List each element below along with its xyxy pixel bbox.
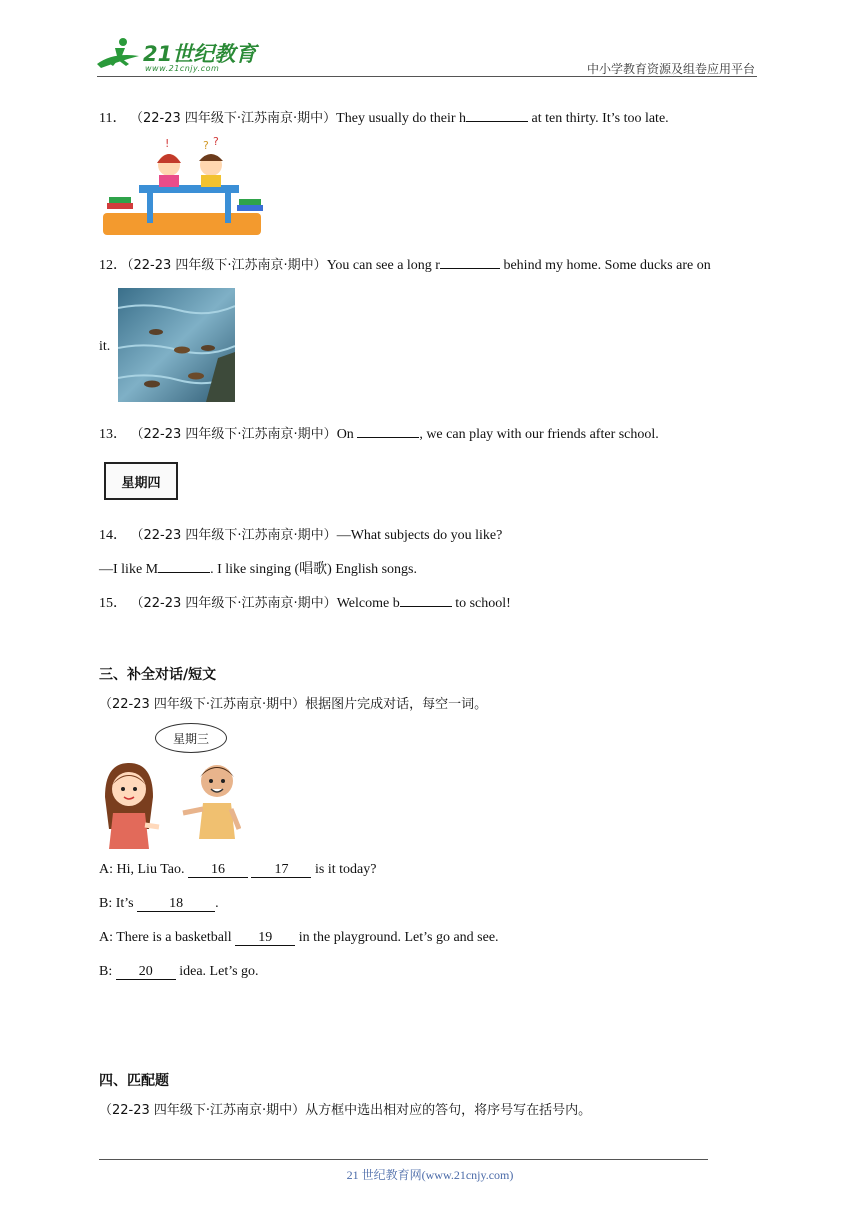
- section-4-instruction: （22-23 四年级下·江苏南京·期中）从方框中选出相对应的答句，将序号写在括号内。: [99, 1103, 592, 1118]
- logo-url: www.21cnjy.com: [145, 64, 220, 73]
- dialogue-line-4: B: 20 idea. Let’s go.: [99, 964, 259, 979]
- blank-19[interactable]: 19: [235, 930, 295, 946]
- section-3-title: 三、补全对话/短文: [99, 667, 217, 683]
- thursday-box: 星期四: [104, 462, 178, 500]
- question-source: （22-23 四年级下·江苏南京·期中）: [130, 528, 337, 543]
- svg-text:!: !: [165, 137, 170, 150]
- answer-blank[interactable]: [440, 268, 500, 269]
- section-3-instruction: （22-23 四年级下·江苏南京·期中）根据图片完成对话，每空一词。: [99, 697, 488, 712]
- answer-blank[interactable]: [400, 606, 452, 607]
- question-11: 11． （22-23 四年级下·江苏南京·期中）They usually do their h at ten thirty. It’s too late.: [99, 111, 669, 126]
- dialogue-kids-image: [99, 757, 241, 849]
- dialogue-line-1: A: Hi, Liu Tao. 16 17 is it today?: [99, 862, 377, 877]
- question-source: （22-23 四年级下·江苏南京·期中）: [130, 427, 337, 442]
- answer-blank[interactable]: [158, 572, 210, 573]
- wednesday-bubble: 星期三: [155, 723, 227, 753]
- svg-text:?: ?: [213, 135, 219, 148]
- blank-17[interactable]: 17: [251, 862, 311, 878]
- dialogue-line-2: B: It’s 18 .: [99, 896, 219, 911]
- question-14: 14． （22-23 四年级下·江苏南京·期中）—What subjects do you like?: [99, 528, 503, 543]
- blank-20[interactable]: 20: [116, 964, 176, 980]
- logo: [93, 34, 263, 76]
- question-source: （22-23 四年级下·江苏南京·期中）: [130, 596, 337, 611]
- question-15: 15． （22-23 四年级下·江苏南京·期中）Welcome b to school!: [99, 596, 511, 611]
- question-12-tail: it.: [99, 339, 111, 354]
- blank-16[interactable]: 16: [188, 862, 248, 878]
- footer-text: 21 世纪教育网(www.21cnjy.com): [346, 1168, 514, 1182]
- runner-logo-icon: [93, 34, 145, 76]
- answer-blank[interactable]: [466, 121, 528, 122]
- answer-blank[interactable]: [357, 437, 419, 438]
- ducks-river-image: [118, 288, 235, 402]
- header-divider: [97, 76, 757, 77]
- question-14-answer: —I like M . I like singing (唱歌) English songs.: [99, 562, 417, 577]
- question-12: 12．（22-23 四年级下·江苏南京·期中）You can see a long r behind my home. Some ducks are on: [99, 258, 711, 273]
- dialogue-line-3: A: There is a basketball 19 in the playground. Let’s go and see.: [99, 930, 499, 945]
- question-source: （22-23 四年级下·江苏南京·期中）: [127, 258, 327, 273]
- question-source: （22-23 四年级下·江苏南京·期中）: [129, 111, 337, 126]
- kids-studying-image: [99, 135, 265, 240]
- platform-name: 中小学教育资源及组卷应用平台: [586, 62, 755, 76]
- question-13: 13． （22-23 四年级下·江苏南京·期中）On , we can play with our friends after school.: [99, 427, 659, 442]
- blank-18[interactable]: 18: [137, 896, 215, 912]
- logo-text: 21世纪教育: [143, 42, 257, 66]
- section-4-title: 四、匹配题: [99, 1073, 169, 1089]
- svg-text:?: ?: [203, 139, 209, 152]
- footer-divider: [99, 1159, 708, 1160]
